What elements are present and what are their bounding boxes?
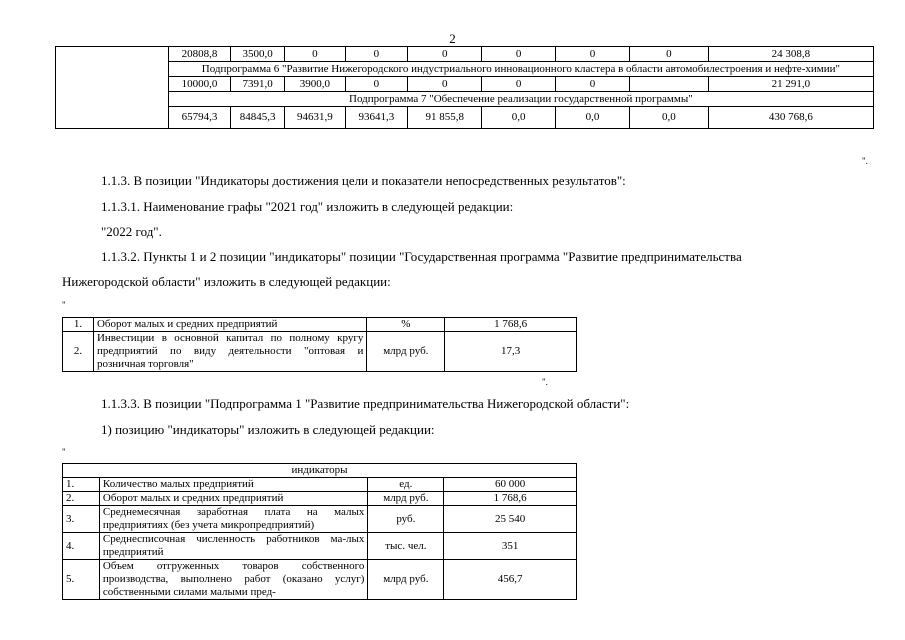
table-row <box>56 107 874 129</box>
table-cell: 91 855,8 <box>408 107 482 129</box>
table-cell: 430 768,6 <box>708 107 873 129</box>
table-row <box>63 492 577 506</box>
table-cell: 0 <box>408 47 482 62</box>
table-row <box>63 332 577 372</box>
table-row <box>56 77 874 92</box>
table-cell: 65794,3 <box>168 107 231 129</box>
table-cell: Количество малых предприятий <box>99 478 368 492</box>
table-cell: 93641,3 <box>345 107 408 129</box>
indicators-header: индикаторы <box>63 464 577 478</box>
subprogram-6-heading: Подпрограмма 6 "Развитие Нижегородского индустриального инновационного кластера в области автомобилестроения и нефте-химии" <box>168 62 873 77</box>
table-row <box>56 92 874 107</box>
subprogram-7-heading: Подпрограмма 7 "Обеспечение реализации государственной программы" <box>168 92 873 107</box>
table-cell: 94631,9 <box>285 107 346 129</box>
indicators-table-2 <box>62 463 577 600</box>
paragraph-1-1-3-2-cont: Нижегородской области" изложить в следующей редакции: <box>62 274 391 289</box>
table-cell: 0,0 <box>556 107 630 129</box>
table-cell: 0 <box>345 47 408 62</box>
table-cell: ед. <box>368 478 444 492</box>
table-cell: 0 <box>482 47 556 62</box>
empty-label-cell <box>56 47 169 129</box>
table-cell: 24 308,8 <box>708 47 873 62</box>
paragraph-1-1-3-3: 1.1.3.3. В позиции "Подпрограмма 1 "Развитие предпринимательства Нижегородской области": <box>101 396 630 411</box>
table-row <box>63 318 577 332</box>
table-cell: Объем отгруженных товаров собственного производства, выполнено работ (оказано услуг) собственными силами малыми пред- <box>99 560 368 600</box>
table-cell: 10000,0 <box>168 77 231 92</box>
table-cell: 351 <box>444 533 577 560</box>
table-cell: 0,0 <box>629 107 708 129</box>
table-cell: Среднесписочная численность работников ма-лых предприятий <box>99 533 368 560</box>
table-cell: 17,3 <box>445 332 577 372</box>
paragraph-1-1-3: 1.1.3. В позиции "Индикаторы достижения цели и показатели непосредственных результатов": <box>101 173 626 188</box>
table-cell: % <box>367 318 445 332</box>
table-cell: 21 291,0 <box>708 77 873 92</box>
table-row <box>63 560 577 600</box>
table-row <box>63 533 577 560</box>
table-cell: 0,0 <box>482 107 556 129</box>
opening-quote: " <box>62 300 66 310</box>
table-cell: 2. <box>63 492 100 506</box>
paragraph-indicators-edit: 1) позицию "индикаторы" изложить в следующей редакции: <box>101 422 435 437</box>
paragraph-1-1-3-1: 1.1.3.1. Наименование графы "2021 год" изложить в следующей редакции: <box>101 199 514 214</box>
table-cell <box>629 77 708 92</box>
table-cell: 4. <box>63 533 100 560</box>
funding-table <box>55 46 874 129</box>
table-cell: 0 <box>556 77 630 92</box>
table-cell: 7391,0 <box>231 77 285 92</box>
table-cell: 1 768,6 <box>445 318 577 332</box>
table-cell: 456,7 <box>444 560 577 600</box>
table-cell: млрд руб. <box>368 560 444 600</box>
table-cell: млрд руб. <box>367 332 445 372</box>
table-cell: 2. <box>63 332 94 372</box>
closing-quote: ". <box>862 156 868 166</box>
table-cell: 3900,0 <box>285 77 346 92</box>
table-cell: 0 <box>408 77 482 92</box>
table-cell: 1. <box>63 318 94 332</box>
closing-quote: ". <box>542 377 548 387</box>
table-cell: 0 <box>285 47 346 62</box>
page-number: 2 <box>449 31 456 46</box>
table-cell: руб. <box>368 506 444 533</box>
paragraph-2022-year: "2022 год". <box>101 224 162 239</box>
table-row <box>63 506 577 533</box>
table-cell: млрд руб. <box>368 492 444 506</box>
table-cell: 20808,8 <box>168 47 231 62</box>
table-cell: 0 <box>482 77 556 92</box>
table-row <box>56 47 874 62</box>
table-cell: Оборот малых и средних предприятий <box>93 318 366 332</box>
table-cell: 0 <box>345 77 408 92</box>
indicators-table-1 <box>62 317 577 372</box>
table-cell: 1 768,6 <box>444 492 577 506</box>
table-cell: 5. <box>63 560 100 600</box>
opening-quote: " <box>62 447 66 457</box>
table-header-row <box>63 464 577 478</box>
table-cell: Инвестиции в основной капитал по полному кругу предприятий по виду деятельности "оптовая и розничная торговля" <box>93 332 366 372</box>
paragraph-1-1-3-2: 1.1.3.2. Пункты 1 и 2 позиции "индикаторы" позиции "Государственная программа "Развитие предпринимательства <box>101 249 742 264</box>
table-cell: 0 <box>556 47 630 62</box>
table-cell: 0 <box>629 47 708 62</box>
table-cell: 3. <box>63 506 100 533</box>
table-cell: 25 540 <box>444 506 577 533</box>
table-cell: 3500,0 <box>231 47 285 62</box>
table-row <box>63 478 577 492</box>
table-cell: 84845,3 <box>231 107 285 129</box>
table-cell: 1. <box>63 478 100 492</box>
table-cell: Среднемесячная заработная плата на малых предприятиях (без учета микропредприятий) <box>99 506 368 533</box>
table-cell: Оборот малых и средних предприятий <box>99 492 368 506</box>
table-cell: 60 000 <box>444 478 577 492</box>
table-cell: тыс. чел. <box>368 533 444 560</box>
table-row <box>56 62 874 77</box>
